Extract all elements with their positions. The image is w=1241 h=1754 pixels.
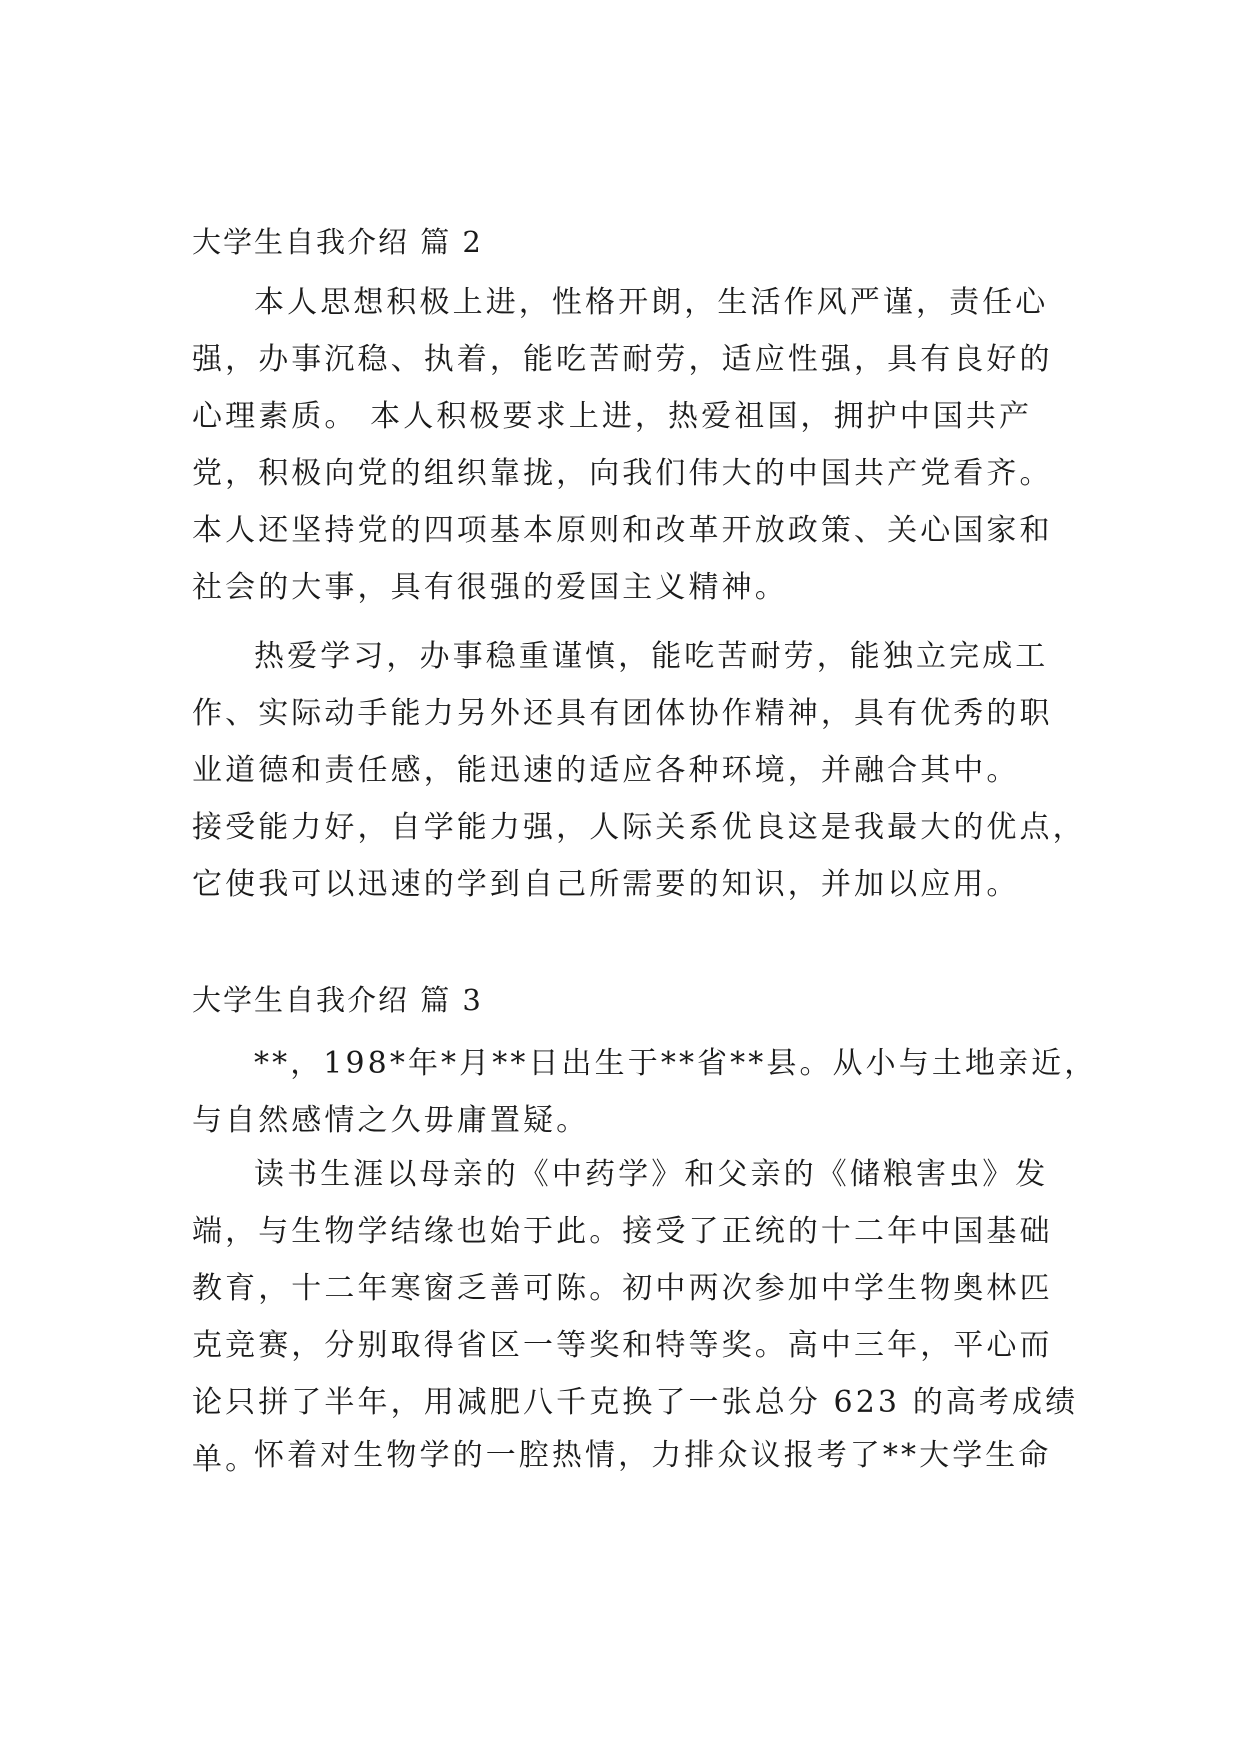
paragraph-line: 热爱学习，办事稳重谨慎，能吃苦耐劳，能独立完成工: [254, 639, 1049, 674]
paragraph-line: 论只拼了半年，用减肥八千克换了一张总分 623 的高考成绩: [192, 1385, 1079, 1420]
paragraph-line: 业道德和责任感，能迅速的适应各种环境，并融合其中。: [192, 753, 1020, 788]
paragraph-line: 作、实际动手能力另外还具有团体协作精神，具有优秀的职: [192, 696, 1053, 731]
section2-paragraph-2: [192, 628, 1086, 913]
paragraph-line: 怀着对生物学的一腔热情，力排众议报考了**大学生命: [254, 1438, 1052, 1473]
section-heading-3: 大学生自我介绍 篇 3: [192, 983, 483, 1017]
paragraph-line: 教育，十二年寒窗乏善可陈。初中两次参加中学生物奥林匹: [192, 1271, 1053, 1306]
paragraph-line: 端，与生物学结缘也始于此。接受了正统的十二年中国基础: [192, 1214, 1053, 1249]
paragraph-line: 它使我可以迅速的学到自己所需要的知识，并加以应用。: [192, 867, 1020, 902]
section-heading-2: 大学生自我介绍 篇 2: [192, 225, 483, 259]
section2-paragraph-1: [192, 274, 1052, 616]
section3-paragraph-3: [192, 1427, 1052, 1484]
paragraph-line: **，198*年*月**日出生于**省**县。从小与土地亲近，: [254, 1046, 1098, 1081]
paragraph-line: 心理素质。 本人积极要求上进，热爱祖国，拥护中国共产: [192, 399, 1033, 434]
paragraph-line: 克竞赛，分别取得省区一等奖和特等奖。高中三年，平心而: [192, 1328, 1053, 1363]
section3-paragraph-1: [192, 1035, 1098, 1149]
paragraph-line: 本人还坚持党的四项基本原则和改革开放政策、关心国家和: [192, 513, 1053, 548]
paragraph-line: 本人思想积极上进，性格开朗，生活作风严谨，责任心: [254, 285, 1049, 320]
paragraph-line: 强，办事沉稳、执着，能吃苦耐劳，适应性强，具有良好的: [192, 342, 1053, 377]
paragraph-line: 党，积极向党的组织靠拢，向我们伟大的中国共产党看齐。: [192, 456, 1053, 491]
paragraph-line: 与自然感情之久毋庸置疑。: [192, 1103, 590, 1138]
paragraph-line: 读书生涯以母亲的《中药学》和父亲的《储粮害虫》发: [254, 1157, 1049, 1192]
paragraph-line: 单。: [192, 1442, 259, 1477]
paragraph-line: 社会的大事，具有很强的爱国主义精神。: [192, 570, 788, 605]
paragraph-line: 接受能力好，自学能力强，人际关系优良这是我最大的优点，: [192, 810, 1086, 845]
